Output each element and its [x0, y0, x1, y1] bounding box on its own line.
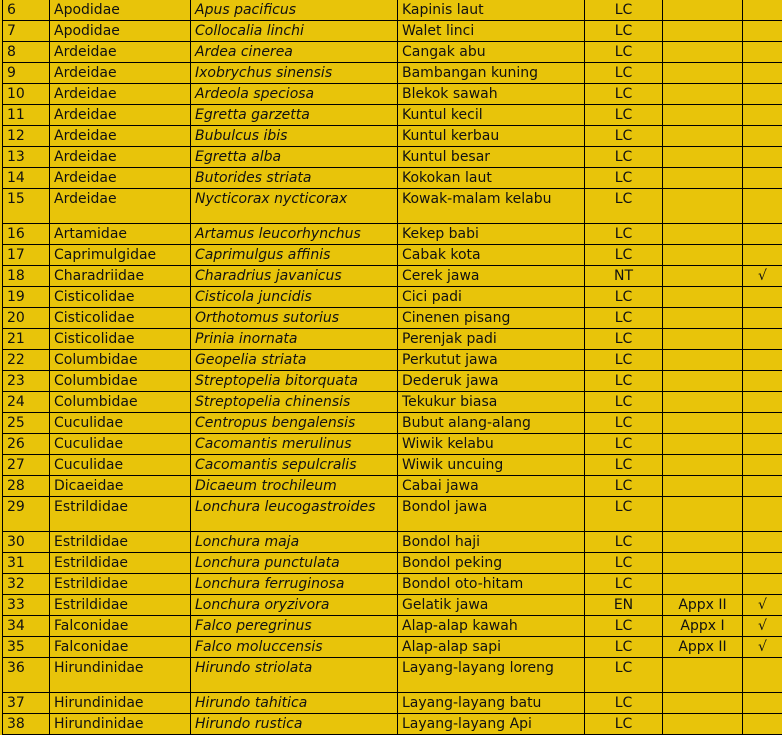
- table-row: [3, 189, 782, 224]
- protected-cell: [743, 189, 782, 224]
- protected-cell: [743, 308, 782, 329]
- local-name-cell: Bambangan kuning: [398, 63, 585, 84]
- row-number: 34: [3, 616, 50, 637]
- row-number: 22: [3, 350, 50, 371]
- protected-cell: [743, 693, 782, 714]
- row-number: 21: [3, 329, 50, 350]
- family-cell: Estrildidae: [50, 553, 191, 574]
- protected-cell: [743, 455, 782, 476]
- family-cell: Apodidae: [50, 21, 191, 42]
- table-body: [3, 0, 782, 735]
- scientific-name-cell: Lonchura leucogastroides: [191, 497, 398, 532]
- protected-cell: [743, 574, 782, 595]
- scientific-name-cell: Collocalia linchi: [191, 21, 398, 42]
- row-number: 19: [3, 287, 50, 308]
- protected-cell: [743, 63, 782, 84]
- family-cell: Falconidae: [50, 637, 191, 658]
- iucn-status-cell: LC: [585, 714, 663, 735]
- cites-cell: [663, 21, 743, 42]
- cites-cell: [663, 658, 743, 693]
- cites-cell: [663, 84, 743, 105]
- iucn-status-cell: LC: [585, 329, 663, 350]
- cites-cell: [663, 266, 743, 287]
- iucn-status-cell: LC: [585, 455, 663, 476]
- table-row: [3, 476, 782, 497]
- family-cell: Ardeidae: [50, 126, 191, 147]
- protected-cell: √: [743, 595, 782, 616]
- cites-cell: [663, 245, 743, 266]
- cites-cell: [663, 224, 743, 245]
- local-name-cell: Gelatik jawa: [398, 595, 585, 616]
- family-cell: Estrildidae: [50, 574, 191, 595]
- scientific-name-cell: Cacomantis merulinus: [191, 434, 398, 455]
- protected-cell: √: [743, 616, 782, 637]
- cites-cell: [663, 126, 743, 147]
- local-name-cell: Kuntul kecil: [398, 105, 585, 126]
- scientific-name-cell: Egretta alba: [191, 147, 398, 168]
- cites-cell: Appx I: [663, 616, 743, 637]
- protected-cell: [743, 126, 782, 147]
- local-name-cell: Cabai jawa: [398, 476, 585, 497]
- iucn-status-cell: LC: [585, 147, 663, 168]
- table-row: [3, 287, 782, 308]
- family-cell: Columbidae: [50, 392, 191, 413]
- cites-cell: [663, 0, 743, 21]
- bird-species-table: [2, 0, 782, 735]
- iucn-status-cell: LC: [585, 350, 663, 371]
- iucn-status-cell: EN: [585, 595, 663, 616]
- cites-cell: Appx II: [663, 637, 743, 658]
- iucn-status-cell: LC: [585, 245, 663, 266]
- scientific-name-cell: Ardeola speciosa: [191, 84, 398, 105]
- scientific-name-cell: Lonchura maja: [191, 532, 398, 553]
- iucn-status-cell: LC: [585, 434, 663, 455]
- scientific-name-cell: Streptopelia chinensis: [191, 392, 398, 413]
- scientific-name-cell: Orthotomus sutorius: [191, 308, 398, 329]
- iucn-status-cell: LC: [585, 105, 663, 126]
- table-row: [3, 658, 782, 693]
- family-cell: Dicaeidae: [50, 476, 191, 497]
- family-cell: Ardeidae: [50, 168, 191, 189]
- row-number: 18: [3, 266, 50, 287]
- cites-cell: [663, 434, 743, 455]
- local-name-cell: Kowak-malam kelabu: [398, 189, 585, 224]
- table-row: [3, 532, 782, 553]
- family-cell: Ardeidae: [50, 42, 191, 63]
- cites-cell: [663, 189, 743, 224]
- scientific-name-cell: Prinia inornata: [191, 329, 398, 350]
- scientific-name-cell: Hirundo striolata: [191, 658, 398, 693]
- family-cell: Falconidae: [50, 616, 191, 637]
- family-cell: Caprimulgidae: [50, 245, 191, 266]
- family-cell: Cuculidae: [50, 434, 191, 455]
- row-number: 17: [3, 245, 50, 266]
- iucn-status-cell: LC: [585, 126, 663, 147]
- protected-cell: [743, 105, 782, 126]
- protected-cell: [743, 329, 782, 350]
- local-name-cell: Alap-alap kawah: [398, 616, 585, 637]
- local-name-cell: Cabak kota: [398, 245, 585, 266]
- row-number: 33: [3, 595, 50, 616]
- cites-cell: [663, 287, 743, 308]
- table-row: [3, 224, 782, 245]
- iucn-status-cell: LC: [585, 224, 663, 245]
- local-name-cell: Alap-alap sapi: [398, 637, 585, 658]
- local-name-cell: Kuntul kerbau: [398, 126, 585, 147]
- row-number: 25: [3, 413, 50, 434]
- scientific-name-cell: Lonchura oryzivora: [191, 595, 398, 616]
- local-name-cell: Wiwik kelabu: [398, 434, 585, 455]
- local-name-cell: Blekok sawah: [398, 84, 585, 105]
- scientific-name-cell: Hirundo rustica: [191, 714, 398, 735]
- family-cell: Estrildidae: [50, 532, 191, 553]
- iucn-status-cell: LC: [585, 287, 663, 308]
- cites-cell: [663, 147, 743, 168]
- family-cell: Hirundinidae: [50, 693, 191, 714]
- local-name-cell: Kekep babi: [398, 224, 585, 245]
- table-row: [3, 693, 782, 714]
- scientific-name-cell: Apus pacificus: [191, 0, 398, 21]
- cites-cell: [663, 553, 743, 574]
- table-row: [3, 245, 782, 266]
- row-number: 14: [3, 168, 50, 189]
- scientific-name-cell: Artamus leucorhynchus: [191, 224, 398, 245]
- local-name-cell: Cangak abu: [398, 42, 585, 63]
- family-cell: Estrildidae: [50, 595, 191, 616]
- family-cell: Ardeidae: [50, 84, 191, 105]
- iucn-status-cell: LC: [585, 63, 663, 84]
- local-name-cell: Layang-layang Api: [398, 714, 585, 735]
- protected-cell: [743, 147, 782, 168]
- local-name-cell: Tekukur biasa: [398, 392, 585, 413]
- table-row: [3, 497, 782, 532]
- scientific-name-cell: Caprimulgus affinis: [191, 245, 398, 266]
- scientific-name-cell: Cisticola juncidis: [191, 287, 398, 308]
- family-cell: Cisticolidae: [50, 329, 191, 350]
- local-name-cell: Layang-layang loreng: [398, 658, 585, 693]
- local-name-cell: Walet linci: [398, 21, 585, 42]
- row-number: 30: [3, 532, 50, 553]
- cites-cell: [663, 42, 743, 63]
- row-number: 11: [3, 105, 50, 126]
- table-row: [3, 553, 782, 574]
- table-row: [3, 126, 782, 147]
- iucn-status-cell: LC: [585, 497, 663, 532]
- family-cell: Charadriidae: [50, 266, 191, 287]
- table-row: [3, 371, 782, 392]
- protected-cell: [743, 413, 782, 434]
- iucn-status-cell: LC: [585, 371, 663, 392]
- row-number: 9: [3, 63, 50, 84]
- table-row: [3, 147, 782, 168]
- cites-cell: [663, 413, 743, 434]
- family-cell: Columbidae: [50, 371, 191, 392]
- table-row: [3, 84, 782, 105]
- local-name-cell: Dederuk jawa: [398, 371, 585, 392]
- scientific-name-cell: Dicaeum trochileum: [191, 476, 398, 497]
- local-name-cell: Bondol oto-hitam: [398, 574, 585, 595]
- row-number: 36: [3, 658, 50, 693]
- table-row: [3, 455, 782, 476]
- iucn-status-cell: LC: [585, 84, 663, 105]
- row-number: 29: [3, 497, 50, 532]
- family-cell: Hirundinidae: [50, 658, 191, 693]
- protected-cell: [743, 371, 782, 392]
- scientific-name-cell: Geopelia striata: [191, 350, 398, 371]
- family-cell: Artamidae: [50, 224, 191, 245]
- family-cell: Columbidae: [50, 350, 191, 371]
- cites-cell: [663, 63, 743, 84]
- scientific-name-cell: Lonchura punctulata: [191, 553, 398, 574]
- family-cell: Cuculidae: [50, 455, 191, 476]
- iucn-status-cell: LC: [585, 392, 663, 413]
- local-name-cell: Cinenen pisang: [398, 308, 585, 329]
- local-name-cell: Kokokan laut: [398, 168, 585, 189]
- table-row: [3, 168, 782, 189]
- cites-cell: [663, 105, 743, 126]
- iucn-status-cell: LC: [585, 616, 663, 637]
- scientific-name-cell: Falco moluccensis: [191, 637, 398, 658]
- row-number: 13: [3, 147, 50, 168]
- protected-cell: [743, 245, 782, 266]
- family-cell: Ardeidae: [50, 105, 191, 126]
- table-row: [3, 714, 782, 735]
- iucn-status-cell: NT: [585, 266, 663, 287]
- row-number: 23: [3, 371, 50, 392]
- protected-cell: [743, 497, 782, 532]
- protected-cell: [743, 434, 782, 455]
- protected-cell: [743, 21, 782, 42]
- family-cell: Apodidae: [50, 0, 191, 21]
- row-number: 35: [3, 637, 50, 658]
- row-number: 12: [3, 126, 50, 147]
- family-cell: Hirundinidae: [50, 714, 191, 735]
- table-row: [3, 0, 782, 21]
- row-number: 6: [3, 0, 50, 21]
- table-row: [3, 329, 782, 350]
- row-number: 24: [3, 392, 50, 413]
- cites-cell: [663, 392, 743, 413]
- iucn-status-cell: LC: [585, 476, 663, 497]
- iucn-status-cell: LC: [585, 532, 663, 553]
- protected-cell: [743, 287, 782, 308]
- family-cell: Ardeidae: [50, 189, 191, 224]
- table-row: [3, 616, 782, 637]
- family-cell: Estrildidae: [50, 497, 191, 532]
- table-row: [3, 266, 782, 287]
- table-row: [3, 42, 782, 63]
- cites-cell: [663, 714, 743, 735]
- cites-cell: [663, 350, 743, 371]
- table-row: [3, 413, 782, 434]
- cites-cell: [663, 476, 743, 497]
- row-number: 10: [3, 84, 50, 105]
- row-number: 28: [3, 476, 50, 497]
- row-number: 32: [3, 574, 50, 595]
- iucn-status-cell: LC: [585, 413, 663, 434]
- row-number: 16: [3, 224, 50, 245]
- table-row: [3, 392, 782, 413]
- protected-cell: [743, 658, 782, 693]
- protected-cell: [743, 392, 782, 413]
- scientific-name-cell: Nycticorax nycticorax: [191, 189, 398, 224]
- table-row: [3, 21, 782, 42]
- table-row: [3, 574, 782, 595]
- protected-cell: [743, 476, 782, 497]
- table-row: [3, 308, 782, 329]
- row-number: 7: [3, 21, 50, 42]
- table-row: [3, 350, 782, 371]
- protected-cell: [743, 714, 782, 735]
- family-cell: Cuculidae: [50, 413, 191, 434]
- iucn-status-cell: LC: [585, 637, 663, 658]
- iucn-status-cell: LC: [585, 308, 663, 329]
- local-name-cell: Perenjak padi: [398, 329, 585, 350]
- local-name-cell: Cerek jawa: [398, 266, 585, 287]
- row-number: 38: [3, 714, 50, 735]
- local-name-cell: Bondol peking: [398, 553, 585, 574]
- scientific-name-cell: Egretta garzetta: [191, 105, 398, 126]
- protected-cell: √: [743, 266, 782, 287]
- local-name-cell: Perkutut jawa: [398, 350, 585, 371]
- scientific-name-cell: Centropus bengalensis: [191, 413, 398, 434]
- iucn-status-cell: LC: [585, 658, 663, 693]
- cites-cell: [663, 308, 743, 329]
- row-number: 20: [3, 308, 50, 329]
- cites-cell: [663, 329, 743, 350]
- iucn-status-cell: LC: [585, 553, 663, 574]
- local-name-cell: Wiwik uncuing: [398, 455, 585, 476]
- protected-cell: [743, 224, 782, 245]
- iucn-status-cell: LC: [585, 21, 663, 42]
- scientific-name-cell: Ardea cinerea: [191, 42, 398, 63]
- table-row: [3, 105, 782, 126]
- cites-cell: [663, 455, 743, 476]
- protected-cell: [743, 84, 782, 105]
- table-row: [3, 434, 782, 455]
- scientific-name-cell: Butorides striata: [191, 168, 398, 189]
- cites-cell: [663, 532, 743, 553]
- protected-cell: √: [743, 637, 782, 658]
- family-cell: Cisticolidae: [50, 308, 191, 329]
- scientific-name-cell: Cacomantis sepulcralis: [191, 455, 398, 476]
- local-name-cell: Kapinis laut: [398, 0, 585, 21]
- protected-cell: [743, 168, 782, 189]
- scientific-name-cell: Lonchura ferruginosa: [191, 574, 398, 595]
- protected-cell: [743, 350, 782, 371]
- protected-cell: [743, 0, 782, 21]
- local-name-cell: Bubut alang-alang: [398, 413, 585, 434]
- row-number: 8: [3, 42, 50, 63]
- iucn-status-cell: LC: [585, 574, 663, 595]
- iucn-status-cell: LC: [585, 189, 663, 224]
- scientific-name-cell: Ixobrychus sinensis: [191, 63, 398, 84]
- iucn-status-cell: LC: [585, 42, 663, 63]
- cites-cell: [663, 693, 743, 714]
- scientific-name-cell: Hirundo tahitica: [191, 693, 398, 714]
- scientific-name-cell: Bubulcus ibis: [191, 126, 398, 147]
- cites-cell: [663, 497, 743, 532]
- iucn-status-cell: LC: [585, 168, 663, 189]
- row-number: 31: [3, 553, 50, 574]
- family-cell: Ardeidae: [50, 147, 191, 168]
- local-name-cell: Layang-layang batu: [398, 693, 585, 714]
- row-number: 15: [3, 189, 50, 224]
- iucn-status-cell: LC: [585, 693, 663, 714]
- local-name-cell: Kuntul besar: [398, 147, 585, 168]
- local-name-cell: Cici padi: [398, 287, 585, 308]
- local-name-cell: Bondol jawa: [398, 497, 585, 532]
- row-number: 27: [3, 455, 50, 476]
- scientific-name-cell: Charadrius javanicus: [191, 266, 398, 287]
- cites-cell: Appx II: [663, 595, 743, 616]
- protected-cell: [743, 532, 782, 553]
- cites-cell: [663, 371, 743, 392]
- iucn-status-cell: LC: [585, 0, 663, 21]
- family-cell: Cisticolidae: [50, 287, 191, 308]
- table-row: [3, 63, 782, 84]
- row-number: 37: [3, 693, 50, 714]
- table-row: [3, 595, 782, 616]
- scientific-name-cell: Falco peregrinus: [191, 616, 398, 637]
- cites-cell: [663, 574, 743, 595]
- cites-cell: [663, 168, 743, 189]
- family-cell: Ardeidae: [50, 63, 191, 84]
- row-number: 26: [3, 434, 50, 455]
- protected-cell: [743, 553, 782, 574]
- table-row: [3, 637, 782, 658]
- scientific-name-cell: Streptopelia bitorquata: [191, 371, 398, 392]
- protected-cell: [743, 42, 782, 63]
- local-name-cell: Bondol haji: [398, 532, 585, 553]
